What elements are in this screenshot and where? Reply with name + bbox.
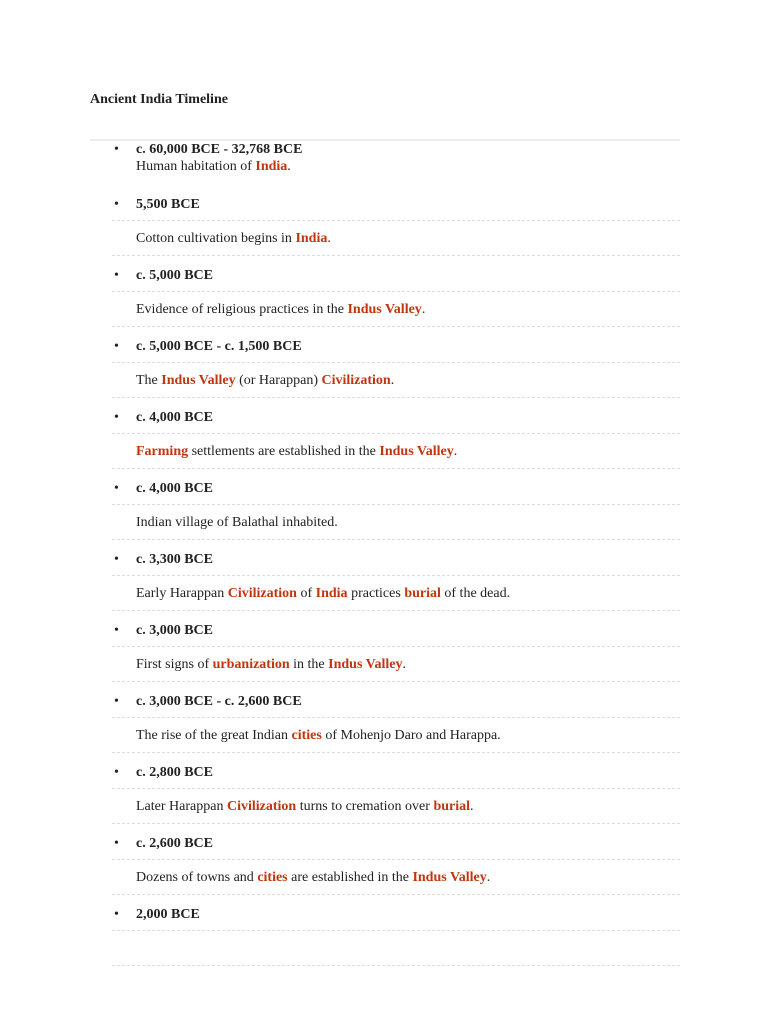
entry-text: are established in the xyxy=(287,870,413,885)
entry-date-text: c. 5,000 BCE xyxy=(136,268,213,283)
entry-date xyxy=(0,622,768,639)
entry-text: Indian village of Balathal inhabited. xyxy=(136,515,338,530)
timeline-entry xyxy=(0,549,768,620)
entry-text: . xyxy=(402,657,406,672)
entry-link[interactable]: Civilization xyxy=(226,799,297,814)
dashed-divider xyxy=(112,255,680,256)
bullet-icon: • xyxy=(114,694,119,709)
dashed-divider xyxy=(112,539,680,540)
entry-link[interactable]: burial xyxy=(433,799,471,814)
entry-link[interactable]: Indus Valley xyxy=(161,373,236,388)
entry-link[interactable]: cities xyxy=(257,870,288,885)
entry-text: turns to cremation over xyxy=(296,799,434,814)
bullet-icon: • xyxy=(114,197,119,212)
entry-link[interactable]: Indus Valley xyxy=(328,657,403,672)
entry-date-text: c. 3,300 BCE xyxy=(136,552,213,567)
timeline-entry xyxy=(0,407,768,478)
entry-text: . xyxy=(453,444,458,459)
dashed-divider xyxy=(112,468,680,469)
entry-text: Dozens of towns and xyxy=(136,870,258,885)
dashed-divider xyxy=(112,433,680,434)
dashed-divider xyxy=(112,575,680,576)
entry-link[interactable]: Indus Valley xyxy=(379,444,454,459)
entry-link[interactable]: India xyxy=(315,586,348,601)
entry-link[interactable]: India xyxy=(295,231,328,246)
entry-text: Early Harappan xyxy=(136,586,228,601)
entry-description xyxy=(0,940,768,957)
entry-description xyxy=(0,798,768,815)
bullet-icon: • xyxy=(114,142,119,157)
entry-link[interactable]: India xyxy=(255,159,288,174)
bullet-icon: • xyxy=(114,623,119,638)
entry-description xyxy=(0,585,768,602)
entry-date-text: c. 5,000 BCE - c. 1,500 BCE xyxy=(136,339,302,354)
entry-description xyxy=(0,656,768,673)
dashed-divider xyxy=(112,362,680,363)
entry-date xyxy=(0,551,768,568)
entry-link[interactable]: burial xyxy=(404,586,441,601)
entry-date-text: 5,500 BCE xyxy=(136,197,200,212)
timeline-entry xyxy=(0,336,768,407)
entry-text: . xyxy=(486,870,491,885)
timeline-entry xyxy=(0,139,768,194)
bullet-icon: • xyxy=(114,907,119,922)
bullet-icon: • xyxy=(114,268,119,283)
dashed-divider xyxy=(112,788,680,789)
timeline-list xyxy=(0,139,768,966)
dashed-divider xyxy=(112,610,680,611)
entry-link[interactable]: cities xyxy=(291,728,322,743)
dashed-divider xyxy=(112,965,680,966)
entry-date xyxy=(0,141,768,158)
dashed-divider xyxy=(112,752,680,753)
dashed-divider xyxy=(112,859,680,860)
entry-date-text: c. 2,600 BCE xyxy=(136,836,213,851)
dashed-divider xyxy=(112,291,680,292)
entry-date xyxy=(0,764,768,781)
entry-description xyxy=(0,301,768,318)
entry-date-text: c. 3,000 BCE xyxy=(136,623,213,638)
entry-description xyxy=(0,727,768,744)
dashed-divider xyxy=(112,823,680,824)
entry-description xyxy=(0,443,768,460)
entry-text: of Mohenjo Daro and Harappa. xyxy=(321,728,501,743)
entry-link[interactable]: Indus Valley xyxy=(347,302,422,317)
entry-description xyxy=(0,869,768,886)
entry-date-text: 2,000 BCE xyxy=(136,907,200,922)
entry-text: . xyxy=(327,231,331,246)
entry-description xyxy=(0,158,768,175)
timeline-entry xyxy=(0,691,768,762)
dashed-divider xyxy=(112,397,680,398)
entry-description xyxy=(0,514,768,531)
entry-text: Evidence of religious practices in the xyxy=(136,302,348,317)
entry-text: of the dead. xyxy=(440,586,511,601)
entry-date xyxy=(0,196,768,213)
bullet-icon: • xyxy=(114,552,119,567)
entry-text: The xyxy=(136,373,162,388)
entry-text: . xyxy=(390,373,395,388)
entry-text: Cotton cultivation begins in xyxy=(136,231,296,246)
entry-text: of xyxy=(296,586,316,601)
entry-text: practices xyxy=(347,586,405,601)
entry-text: Later Harappan xyxy=(136,799,227,814)
entry-text: First signs of xyxy=(136,657,213,672)
bullet-icon: • xyxy=(114,765,119,780)
timeline-entry xyxy=(0,833,768,904)
entry-text: . xyxy=(287,159,291,174)
entry-link[interactable]: Civilization xyxy=(227,586,297,601)
timeline-entry xyxy=(0,762,768,833)
timeline-entry xyxy=(0,904,768,966)
dashed-divider xyxy=(112,326,680,327)
dashed-divider xyxy=(112,930,680,931)
timeline-entry xyxy=(0,194,768,265)
entry-date xyxy=(0,906,768,923)
entry-link[interactable]: Civilization xyxy=(321,373,391,388)
timeline-entry xyxy=(0,620,768,691)
entry-date xyxy=(0,693,768,710)
entry-text: in the xyxy=(289,657,329,672)
entry-description xyxy=(0,372,768,389)
entry-date xyxy=(0,338,768,355)
entry-date xyxy=(0,835,768,852)
bullet-icon: • xyxy=(114,481,119,496)
entry-text: Human habitation of xyxy=(136,159,256,174)
entry-date-text: c. 3,000 BCE - c. 2,600 BCE xyxy=(136,694,302,709)
dashed-divider xyxy=(112,717,680,718)
bullet-icon: • xyxy=(114,836,119,851)
entry-date xyxy=(0,409,768,426)
entry-text: settlements are established in the xyxy=(188,444,380,459)
entry-date-text: c. 60,000 BCE - 32,768 BCE xyxy=(136,142,303,157)
entry-link[interactable]: Farming xyxy=(136,444,189,459)
dashed-divider xyxy=(112,220,680,221)
entry-date-text: c. 2,800 BCE xyxy=(136,765,213,780)
dashed-divider xyxy=(112,894,680,895)
entry-text: . xyxy=(470,799,474,814)
entry-text: . xyxy=(421,302,426,317)
timeline-entry xyxy=(0,478,768,549)
dashed-divider xyxy=(112,681,680,682)
timeline-entry xyxy=(0,265,768,336)
entry-date xyxy=(0,480,768,497)
entry-date-text: c. 4,000 BCE xyxy=(136,481,213,496)
entry-date-text: c. 4,000 BCE xyxy=(136,410,213,425)
entry-text: (or Harappan) xyxy=(235,373,322,388)
dashed-divider xyxy=(112,504,680,505)
bullet-icon: • xyxy=(114,339,119,354)
entry-date xyxy=(0,267,768,284)
bullet-icon: • xyxy=(114,410,119,425)
page-title: Ancient India Timeline xyxy=(90,92,228,107)
dashed-divider xyxy=(112,646,680,647)
entry-text: The rise of the great Indian xyxy=(136,728,292,743)
entry-description xyxy=(0,230,768,247)
entry-link[interactable]: urbanization xyxy=(212,657,290,672)
entry-link[interactable]: Indus Valley xyxy=(412,870,487,885)
